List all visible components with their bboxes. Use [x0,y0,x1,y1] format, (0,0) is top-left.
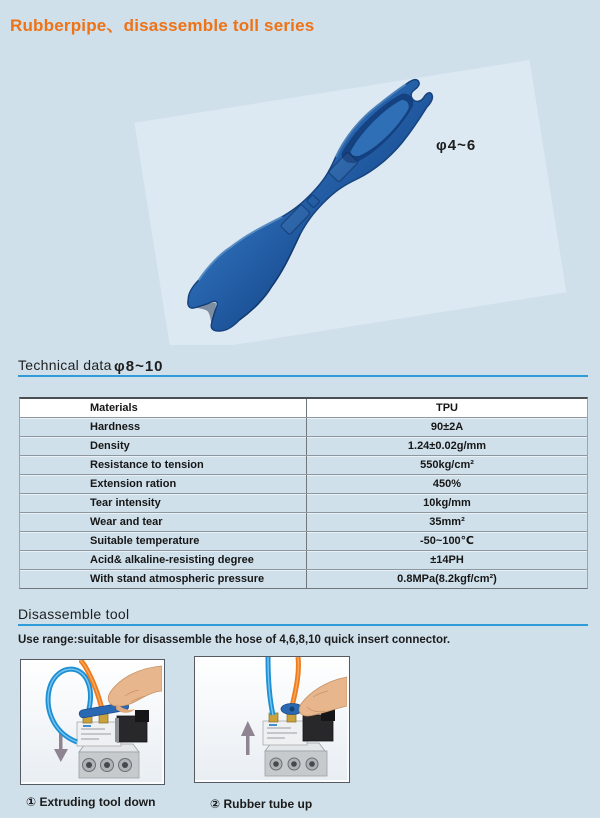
table-row [20,512,587,531]
table-cell-property: Tear intensity [20,494,307,512]
table-row [20,399,587,417]
table-cell-value: ±14PH [430,554,464,566]
step-caption-2: ② Rubber tube up [210,797,313,811]
table-cell-property: Resistance to tension [20,456,307,474]
technical-data-heading: Technical data [18,357,112,373]
table-cell-property: Hardness [20,418,307,436]
table-cell-property: Density [20,437,307,455]
table-cell-property: Extension ration [20,475,307,493]
technical-data-table [19,397,588,589]
table-cell-property: Materials [20,399,307,417]
table-cell-value: 550kg/cm² [420,459,474,471]
table-row [20,569,587,588]
use-range-text: Use range:suitable for disassemble the hose of 4,6,8,10 quick insert connector. [18,634,451,646]
table-cell-value: 450% [432,478,462,490]
table-cell-property: Suitable temperature [20,532,307,550]
page-title: Rubberpipe、disassemble toll series [10,16,315,35]
diameter-label-big: φ8~10 [114,358,164,375]
valve-manifold [265,743,327,776]
table-cell-property: Wear and tear [20,513,307,531]
table-cell-value: 90±2A [430,421,464,433]
step-photo-1-image [21,660,162,782]
technical-rule [18,375,588,377]
table-cell-value: -50~100℃ [420,535,474,547]
valve-manifold [79,744,139,778]
step-photo-2 [194,656,350,783]
step-caption-1: ① Extruding tool down [26,795,156,809]
brass-fitting [99,714,108,723]
disassemble-rule [18,624,588,626]
table-row [20,455,587,474]
table-cell-property: Acid& alkaline-resisting degree [20,551,307,569]
step-photo-1 [20,659,165,785]
table-row [20,417,587,436]
table-row [20,493,587,512]
step-photo-2-image [195,657,347,780]
disassemble-tool-heading: Disassemble tool [18,606,130,622]
table-row [20,531,587,550]
disassemble-tool-image [0,55,600,345]
table-row [20,474,587,493]
diameter-label-small: φ4~6 [436,137,477,154]
table-cell-property: With stand atmospheric pressure [20,570,307,588]
table-cell-value: 1.24±0.02g/mm [407,440,487,452]
table-cell-value: 35mm² [429,516,465,528]
table-cell-value: 10kg/mm [423,497,471,509]
table-row [20,436,587,455]
table-row [20,550,587,569]
table-cell-value: 0.8MPa(8.2kgf/cm²) [397,573,497,585]
table-cell-value: TPU [436,402,458,414]
